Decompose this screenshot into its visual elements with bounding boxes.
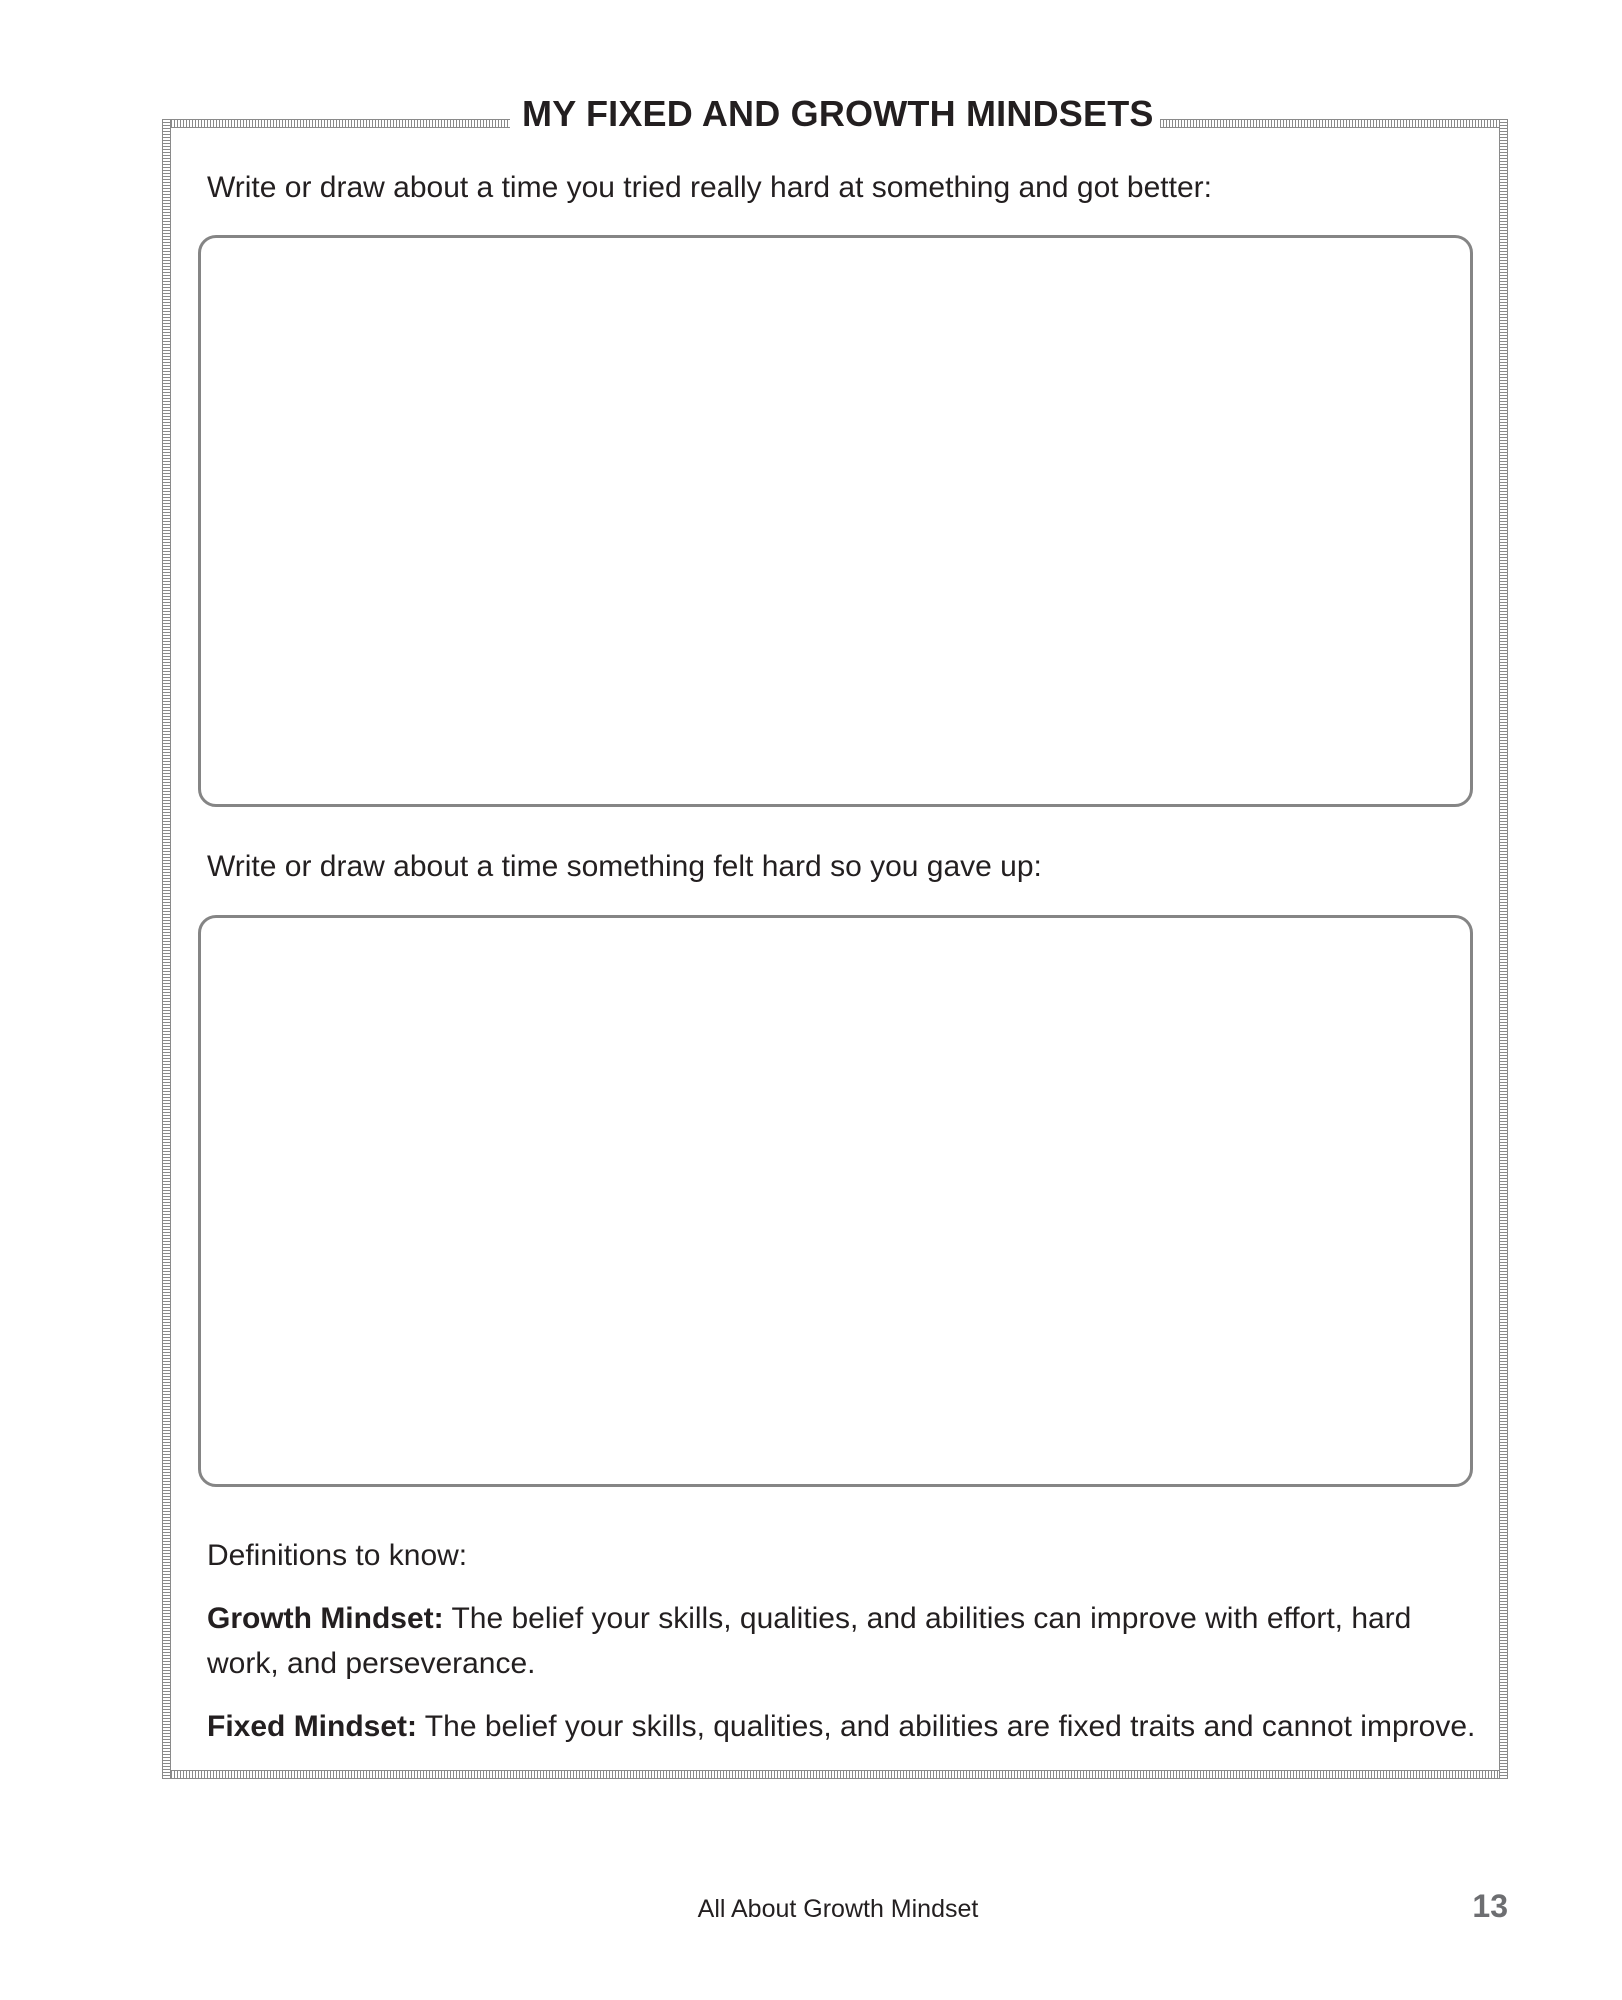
frame-border-left [162,119,171,1779]
answer-box-tried-hard[interactable] [198,235,1473,807]
definition-term: Growth Mindset: [207,1602,444,1635]
frame-border-bottom [162,1770,1508,1779]
footer-book-title: All About Growth Mindset [697,1895,979,1923]
prompt-tried-hard: Write or draw about a time you tried really hard at something and got better: [207,171,1212,204]
frame-border-top-right [1160,119,1508,128]
definitions-heading: Definitions to know: [207,1539,468,1572]
definitions-section [207,1533,1477,1767]
prompt-gave-up: Write or draw about a time something felt hard so you gave up: [207,850,1042,883]
page-title: MY FIXED AND GROWTH MINDSETS [522,93,1154,134]
definition-fixed-mindset [207,1704,1477,1749]
definition-growth-mindset [207,1596,1477,1686]
frame-border-right [1499,119,1508,1779]
definition-text: The belief your skills, qualities, and abilities can improve with effort, hard work, and perseverance. [207,1602,1412,1680]
definition-text: The belief your skills, qualities, and abilities are fixed traits and cannot improve. [417,1710,1476,1743]
frame-border-top-left [162,119,510,128]
page-number: 13 [1472,1888,1508,1924]
answer-box-gave-up[interactable] [198,915,1473,1487]
definition-term: Fixed Mindset: [207,1710,418,1743]
worksheet-frame [162,93,1508,1779]
